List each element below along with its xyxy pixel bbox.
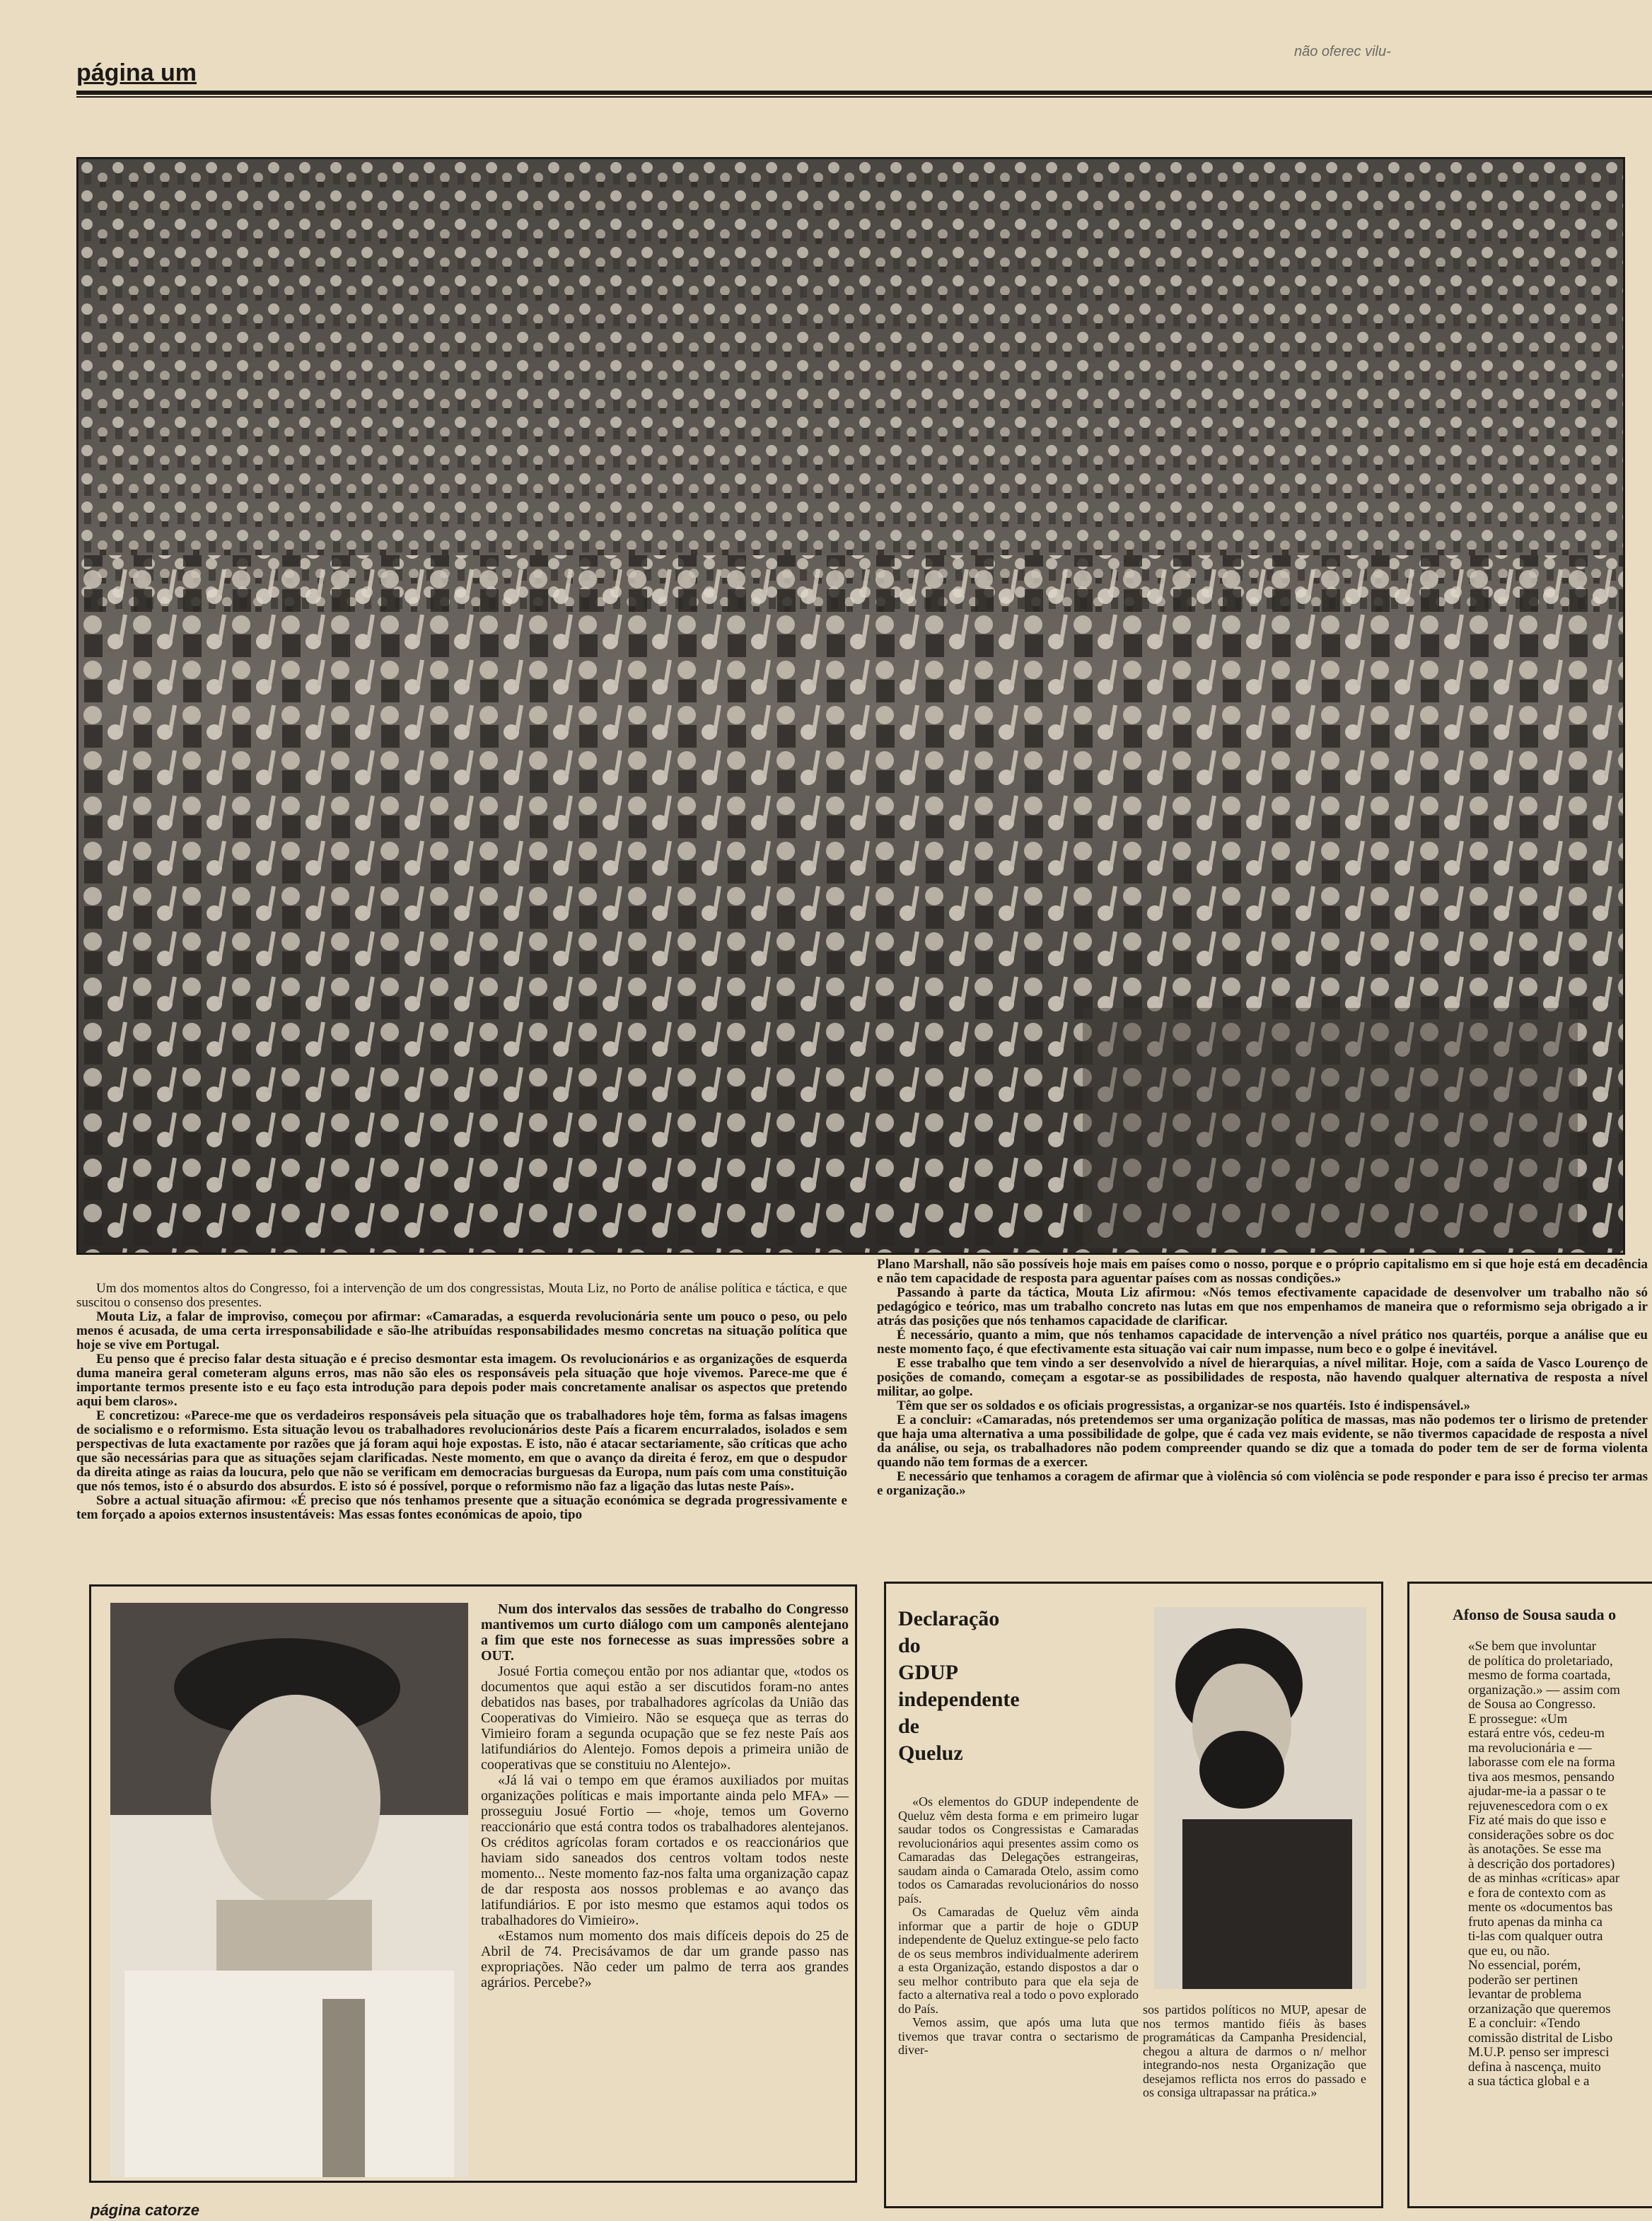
article-paragraph: É necessário, quanto a mim, que nós tenhamos capacidade de intervenção a nível prático nos quartéis, porque a análise que eu neste momento faço, é que efectivamente esta situação vai cair num impasse, num beco e o golpe é inevitável.	[877, 1328, 1648, 1357]
declaration-continuation	[1143, 2003, 1366, 2100]
interview-paragraph: Josué Fortia começou então por nos adiantar que, «todos os documentos que aqui estão a ser discutidos foram-no antes debatidos nas bases, por trabalhadores agrícolas da União das Cooperativas do Vimieiro. Não se esqueça que as terras do Vimieiro foram a segunda ocupação que se fez neste País aos latifundiários do Alentejo. Fomos depois a primeira união de cooperativas que se constituiu no Alentejo».	[481, 1664, 849, 1773]
article-paragraph: Um dos momentos altos do Congresso, foi a intervenção de um dos congressistas, Mouta Liz, no Porto de análise política e táctica, e que suscitou o consenso dos presentes.	[76, 1281, 847, 1310]
declaration-title-line: independente	[898, 1688, 1020, 1711]
afonso-line: de política do proletariado,	[1468, 1653, 1613, 1669]
afonso-line: às anotações. Se esse ma	[1468, 1842, 1602, 1857]
declaration-title-line: do	[898, 1634, 921, 1657]
footer-page-label: página catorze	[91, 2201, 200, 2219]
afonso-line: e fora de contexto com as	[1468, 1885, 1606, 1901]
article-paragraph: Eu penso que é preciso falar desta situação e é preciso desmontar esta imagem. Os revolucionários e as organizações de esquerda duma maneira geral cometeram alguns erros, mas não são eles os responsáveis pela situação que hoje vivemos. Parece-me que é importante termos presente isto e eu faço esta introdução para depois poder mais concretamente analisar os aspectos que pretendo aqui bem claros».	[76, 1352, 847, 1409]
interview-text	[481, 1601, 849, 1990]
afonso-line: estará entre vós, cedeu-m	[1468, 1726, 1605, 1741]
declaration-title	[898, 1606, 1110, 1767]
bearded-man-portrait	[1154, 1607, 1366, 1989]
afonso-line: laborasse com ele na forma	[1468, 1755, 1615, 1770]
afonso-line: rejuvenescedora com o ex	[1468, 1798, 1608, 1814]
afonso-line: que eu, ou não.	[1468, 1943, 1550, 1959]
header-rule	[76, 91, 1652, 95]
interview-paragraph: «Já lá vai o tempo em que éramos auxiliados por muitas organizações políticas e mais importante ainda pelo MFA» — prosseguiu Josué Fortio — «hoje, temos um Governo reaccionário que está contra todos os trabalhadores alentejanos. Os créditos agrícolas foram cortados e os reaccionários que haviam sido saneados dos centros voltam todos neste momento... Neste momento faz-nos falta uma organização capaz de dar resposta aos nossos problemas e ao avanço das latifundiários. E por isto mesmo que estamos aqui todos os trabalhadores do Vimieiro».	[481, 1773, 849, 1928]
afonso-line: levantar de problema	[1468, 1987, 1582, 2002]
article-paragraph: Plano Marshall, não são possíveis hoje mais em países como o nosso, porque e o próprio capitalismo em si que hoje está em decadência e não tem capacidade de resposta para aguentar países com as nossas condições.»	[877, 1257, 1648, 1286]
afonso-line: organização.» — assim com	[1468, 1682, 1620, 1698]
article-paragraph: Sobre a actual situação afirmou: «É preciso que nós tenhamos presente que a situação económica se degrada progressivamente e tem forçado a apoios externos insustentáveis: Mas essas fontes económicas de apoio, tipo	[76, 1493, 847, 1522]
afonso-line: «Se bem que involuntar	[1468, 1640, 1596, 1654]
declaration-title-line: GDUP	[898, 1661, 958, 1684]
article-paragraph: E concretizou: «Parece-me que os verdadeiros responsáveis pela situação que os trabalhadores hoje têm, forma as falsas imagens de socialismo e o reformismo. Esta situação levou os trabalhadores revolucionários deste País a ficarem encurralados, isolados e sem perspectivas de luta exactamente por razões que já foram aqui hoje expostas. E isto, não é atacar sectariamente, são críticas que acho que são necessárias para que as situações sejam clarificadas. Neste momento, em que o avanço da direita é feroz, em que o despudor da direita atinge as raias da loucura, pelo que não se verificam em democracias burguesas da Europa, num país com uma constituição que nós temos, isto é o absurdo dos absurdos. E isto só é possível, porque o reformismo não faz a ligação das lutas neste País».	[76, 1408, 847, 1494]
article-paragraph: E esse trabalho que tem vindo a ser desenvolvido a nível de hierarquias, a nível militar. Hoje, com a saída de Vasco Lourenço de posições de comando, começam a esgotar-se as possibilidades de resposta, não havendo qualquer alternativa de resposta a nível militar, ao golpe.	[877, 1356, 1648, 1399]
afonso-line: E prossegue: «Um	[1468, 1711, 1568, 1727]
crowd-photo-icon	[78, 159, 1623, 1253]
article-paragraph: Mouta Liz, a falar de improviso, começou por afirmar: «Camaradas, a esquerda revolucionária sente um pouco o peso, ou pelo menos é acusada, de uma certa irresponsabilidade e são-lhe atribuídas responsabilidades mesmo concretas na situação política que hoje se vive em Portugal.	[76, 1309, 847, 1352]
article-paragraph: E a concluir: «Camaradas, nós pretendemos ser uma organização política de massas, mas não podemos ter o lirismo de pretender que haja uma alternativa a uma possibilidade de golpe, que é cada vez mais evidente, se não tivermos capacidade de resposta a nível da análise, ou seja, os trabalhadores não podem compreender quando se diz que a tomada do poder tem de ser de forma violenta quando não tem formas de a exercer.	[877, 1413, 1648, 1470]
main-crowd-photo	[76, 157, 1625, 1255]
declaration-title-line: Declaração	[898, 1607, 1000, 1630]
afonso-line: poderão ser pertinen	[1468, 1972, 1578, 1988]
afonso-line: ajudar-me-ia a passar o te	[1468, 1784, 1606, 1799]
declaration-title-line: Queluz	[898, 1741, 963, 1765]
afonso-title: Afonso de Sousa sauda o	[1453, 1606, 1617, 1623]
declaration-paragraph: «Os elementos do GDUP independente de Queluz vêm desta forma e em primeiro lugar saudar todos os Congressistas e Camaradas revolucionários aqui presentes assim como os Camaradas das Delegações estrangeiras, saudam ainda o Camarada Otelo, assim como todos os Camaradas revolucionários do nosso país.	[898, 1794, 1139, 1906]
afonso-line: à descrição dos portadores)	[1468, 1856, 1615, 1872]
afonso-line: defina à nascença, muito	[1468, 2059, 1601, 2075]
afonso-line: mente os «documentos bas	[1468, 1900, 1613, 1915]
declaration-text	[898, 1795, 1139, 2058]
page-label: página um	[76, 59, 197, 86]
article-paragraph: Têm que ser os soldados e os oficiais progressistas, a organizar-se nos quartéis. Isto é indispensável.»	[897, 1398, 1471, 1413]
afonso-line: de as minhas «críticas» apar	[1468, 1871, 1620, 1886]
afonso-text	[1453, 1640, 1652, 2198]
interview-lead: Num dos intervalos das sessões de trabalho do Congresso mantivemos um curto diálogo com um camponês alentejano a fim que este nos fornecesse as suas impressões sobre a OUT.	[481, 1601, 849, 1664]
header-rule-thin	[76, 96, 1652, 98]
article-right-column	[877, 1258, 1648, 1498]
afonso-line: Fiz até mais do que isso e	[1468, 1813, 1607, 1828]
farmer-portrait	[110, 1603, 468, 2177]
declaration-paragraph: Vemos assim, que após uma luta que tivemos que travar contra o sectarismo de diver-	[898, 2015, 1139, 2057]
declaration-title-line: de	[898, 1715, 919, 1738]
afonso-line: M.U.P. penso ser impresci	[1468, 2045, 1610, 2060]
afonso-line: ma revolucionária e —	[1468, 1740, 1592, 1756]
bearded-man-portrait-icon	[1154, 1607, 1366, 1989]
afonso-line: a sua táctica global e a	[1468, 2074, 1590, 2089]
afonso-line: E a concluir: «Tendo	[1468, 2016, 1581, 2031]
afonso-line: considerações sobre os doc	[1468, 1827, 1615, 1843]
afonso-line: tiva aos mesmos, pensando	[1468, 1769, 1615, 1785]
article-paragraph: E necessário que tenhamos a coragem de afirmar que à violência só com violência se pode responder e para isso é preciso ter armas e organização.»	[877, 1469, 1648, 1498]
afonso-line: orzanização que queremos	[1468, 2001, 1611, 2017]
interview-paragraph: «Estamos num momento dos mais difíceis depois do 25 de Abril de 74. Precisávamos de dar um grande passo nas expropriações. Não ceder um palmo de terra aos grandes agrários. Percebe?»	[481, 1928, 849, 1990]
afonso-line: fruto apenas da minha ca	[1468, 1914, 1602, 1930]
afonso-line: ti-las com qualquer outra	[1468, 1929, 1603, 1944]
declaration-paragraph: sos partidos políticos no MUP, apesar de nos termos mantido fiéis às bases programáticas da Campanha Presidencial, chegou a altura de darmos o n/ melhor integrando-nos nesta Organização que desejamos reflicta nos erros do passado e os consiga ultrapassar na prática.»	[1143, 2002, 1366, 2099]
afonso-line: No essencial, porém,	[1468, 1958, 1581, 1973]
afonso-line: comissão distrital de Lisbo	[1468, 2030, 1613, 2046]
afonso-line: mesmo de forma coartada,	[1468, 1668, 1611, 1683]
article-paragraph: Passando à parte da táctica, Mouta Liz afirmou: «Nós temos efectivamente capacidade de desenvolver um trabalho não só pedagógico e teórico, mas um trabalho concreto nas lutas em que nos empenhamos de maneira que o reformismo seja obrigado a ir atrás das posições que nós tenhamos capacidade de clarificar.	[877, 1285, 1648, 1328]
handwritten-note: não oferec vilu-	[1294, 44, 1391, 59]
article-left-column	[76, 1282, 847, 1522]
declaration-paragraph: Os Camaradas de Queluz vêm ainda informar que a partir de hoje o GDUP independente de Queluz extingue-se pelo facto de os seus membros individualmente aderirem a esta Organização, estando dispostos a dar o seu melhor contributo para que ela seja de facto a alternativa real a todo o povo explorado do País.	[898, 1905, 1139, 2016]
afonso-line: de Sousa ao Congresso.	[1468, 1697, 1596, 1712]
farmer-portrait-icon	[110, 1603, 468, 2177]
